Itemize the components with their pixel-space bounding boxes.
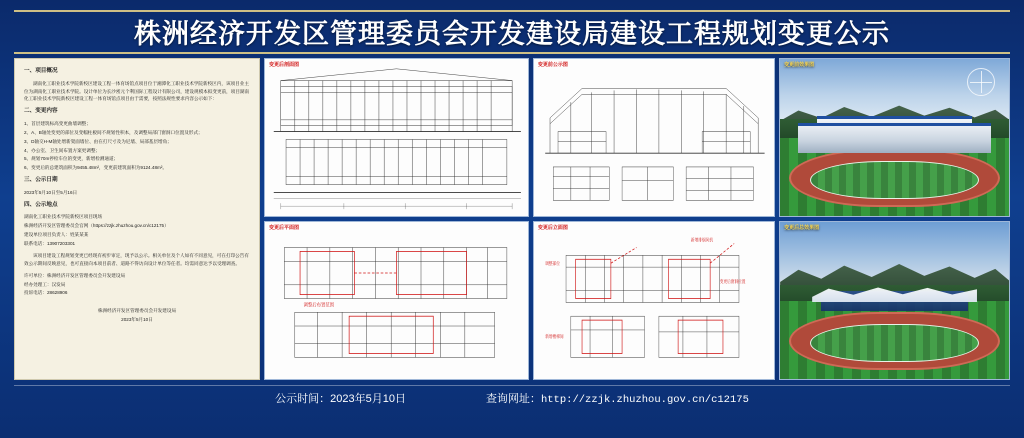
drawing-panel-grid (264, 58, 1010, 380)
facade-red-note: 变更后窗洞位置 (719, 278, 746, 284)
publish-date-label: 公示时间：2023年5月10日 (275, 393, 406, 405)
notice-section1-heading: 一、项目概况 (24, 68, 58, 74)
notice-panel (14, 58, 260, 380)
page-title: 株洲经济开发区管理委员会开发建设局建设工程规划变更公示 (134, 18, 890, 49)
facade-red-note: 新增排烟风机 (690, 237, 713, 243)
query-url-label: 查询网址： (485, 393, 541, 405)
elevation-drawing (265, 59, 528, 216)
panel-section-before[interactable] (533, 58, 775, 217)
panel-facade-after[interactable] (533, 221, 775, 380)
football-pitch (810, 161, 979, 199)
panel-plan-after[interactable] (264, 221, 529, 380)
poster-footer (14, 385, 1010, 411)
panel-caption: 变更前效果图 (784, 62, 815, 68)
query-url-value[interactable]: http://zzjk.zhuzhou.gov.cn/c12175 (540, 394, 749, 406)
notice-location-item: 株洲经济开发区管理委员会官网（https://zzjk.zhuzhou.gov.cn/c12175） (24, 223, 169, 229)
facade-red-note: 新增楼梯间 (545, 333, 564, 339)
plan-drawing (265, 222, 528, 379)
notice-issuer-line: 经办处理工：汉发局 (24, 281, 66, 287)
plan-red-note: 调整后布置范围 (303, 302, 335, 308)
panel-render-before[interactable] (779, 58, 1010, 217)
notice-section4-heading: 四、公示地点 (24, 201, 58, 208)
panel-caption: 变更后总效果图 (784, 225, 820, 231)
panel-elevation-after[interactable] (264, 58, 529, 217)
football-pitch (810, 324, 979, 362)
notice-sign-date: 2023年5月10日 (121, 316, 153, 322)
footer-rule (14, 385, 1010, 386)
notice-location-item: 建设单位项目负责人：姓某某某 (24, 232, 89, 238)
notice-location-item: 联系电话：13907203301 (24, 241, 76, 247)
poster-title-bar (14, 8, 1010, 54)
notice-change-item: 6、变更后的总建筑面积为9455.48m²，变更前建筑面积为9124.48m²。 (24, 165, 167, 171)
title-rule-bottom (14, 52, 1010, 54)
panel-caption: 变更前公示图 (537, 62, 568, 68)
notice-section3-body: 2023年5月10日至5月16日 (24, 189, 78, 195)
notice-issuer-line: 投诉电话：28628906 (24, 290, 68, 296)
poster-content (14, 58, 1010, 380)
notice-section2-heading: 二、变更内容 (24, 108, 58, 115)
notice-section1-body: 湖南化工职业技术学院新校区建设工程一体育场馆点项目位于湘潭化工职业技术学院新校区内，该项目业主位为湖南化工职业技术学院。设计单位为长沙密元个利国际工程设计有限公司，建设规模本拟变更前，项目湖南化工职业技术学院新校区建设工程一体育场馆点项目由于需要，按照法规性要求内容公示如下： (24, 80, 250, 102)
notice-change-item: 4、办公室、卫生间布置方案更调整； (24, 147, 101, 153)
panel-render-after[interactable] (779, 221, 1010, 380)
notice-issuer-line: 许可单位：株洲经济开发区管理委员会开发建设局 (24, 272, 126, 278)
notice-statement: 该项目建设工程规划变更已经现有初步审定，现予以公示。相关单位及个人如有不同意见，可在打印公告有效公示期间反映意见，也可直接向本项目前者、道路不得访向设计单位等任者。均需同意达予以受理调查。 (24, 252, 249, 266)
notice-sign-org: 株洲经济开发区管理委员会开发建设局 (97, 308, 177, 314)
panel-caption: 变更后平面图 (269, 225, 300, 231)
query-url-block (486, 390, 749, 406)
section-drawing (534, 59, 774, 216)
notice-section3-heading: 三、公示日期 (24, 177, 58, 184)
panel-caption: 变更后剖面图 (269, 62, 300, 68)
notice-change-item: 5、规划70m停检车位的变更，新增检测通道； (24, 156, 119, 162)
facade-drawing (534, 222, 774, 379)
render-image-dusk (780, 222, 1009, 379)
facade-red-note: 调整部位 (545, 260, 560, 267)
notice-change-item: 2、A、B轴处变更的部位及变幅柱板间不规划性积本，及调整局部门窗洞口位置及形式； (24, 129, 203, 135)
notice-location-item: 湖南化工职业技术学院新校区项目现场 (24, 214, 103, 220)
panel-caption: 变更后立面图 (537, 225, 568, 231)
notice-change-item: 1、首层建筑标高变更曲墙调整； (24, 120, 91, 126)
title-rule-top (14, 10, 1010, 12)
render-image-day (780, 59, 1009, 216)
notice-signature (24, 307, 250, 324)
notice-change-item: 3、D轴交H-M轴处增新架面墙位、由在打尺寸及为尼墙、局部基层增角； (24, 138, 172, 144)
gymnasium-building (798, 123, 990, 153)
